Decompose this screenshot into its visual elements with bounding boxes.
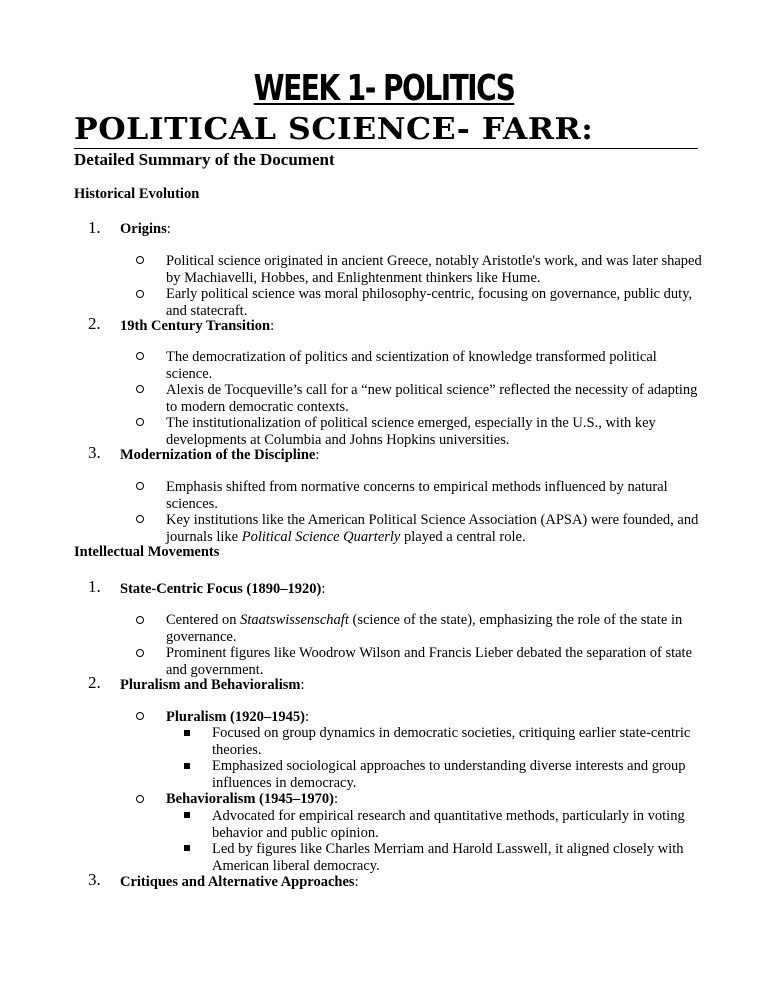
- item-title-state-centric-focus: State-Centric Focus (1890–1920):: [120, 581, 326, 597]
- bullet-text: The institutionalization of political science emerged, especially in the U.S., with key developments at Columbia and Johns Hopkins universities.: [166, 415, 656, 448]
- item-title-modernization: Modernization of the Discipline:: [120, 447, 320, 463]
- bullet-text: Key institutions like the American Political Science Association (APSA) were founded, and journals like Political Science Quarterly played a central role.: [166, 512, 699, 545]
- sub-bullet-text: Advocated for empirical research and quantitative methods, particularly in voting behavior and public opinion.: [212, 808, 685, 841]
- bullet-text: Political science originated in ancient Greece, notably Aristotle's work, and was later shaped by Machiavelli, Hobbes, and Enlightenment thinkers like Hume.: [166, 253, 702, 286]
- subgroup-label-pluralism: Pluralism (1920–1945):: [166, 709, 309, 725]
- item-title-19th-century-transition: 19th Century Transition:: [120, 318, 275, 334]
- circle-bullet-icon: [136, 290, 144, 298]
- bullet-text: Early political science was moral philosophy-centric, focusing on governance, public duty, and statecraft.: [166, 286, 693, 319]
- square-bullet-icon: [184, 812, 190, 818]
- sub-bullet-text: Led by figures like Charles Merriam and Harold Lasswell, it aligned closely with American liberal democracy.: [212, 841, 684, 874]
- week-title: WEEK 1- POLITICS: [253, 68, 515, 109]
- item-title-origins: Origins:: [120, 221, 171, 237]
- circle-bullet-icon: [136, 482, 144, 490]
- bullet-text: The democratization of politics and scientization of knowledge transformed political science.: [166, 349, 657, 382]
- square-bullet-icon: [184, 845, 190, 851]
- circle-bullet-icon: [136, 352, 144, 360]
- circle-bullet-icon: [136, 515, 144, 523]
- bullet-text: Prominent figures like Woodrow Wilson and Francis Lieber debated the separation of state and government.: [166, 645, 693, 678]
- section-heading-intellectual-movements: Intellectual Movements: [74, 544, 220, 560]
- course-title: POLITICAL SCIENCE- FARR:: [74, 112, 594, 147]
- bullet-text: Alexis de Tocqueville’s call for a “new political science” reflected the necessity of adapting to modern democratic contexts.: [166, 382, 698, 415]
- summary-heading: Detailed Summary of the Document: [74, 150, 335, 169]
- circle-bullet-icon: [136, 712, 144, 720]
- circle-bullet-icon: [136, 795, 144, 803]
- square-bullet-icon: [184, 763, 190, 769]
- subgroup-label-behavioralism: Behavioralism (1945–1970):: [166, 791, 338, 807]
- bullet-text: Emphasis shifted from normative concerns to empirical methods influenced by natural sciences.: [166, 479, 668, 512]
- item-number: 3.: [88, 443, 101, 462]
- item-number: 3.: [88, 870, 101, 889]
- section-heading-historical-evolution: Historical Evolution: [74, 186, 200, 202]
- item-number: 2.: [88, 673, 101, 692]
- circle-bullet-icon: [136, 256, 144, 264]
- item-title-pluralism-behavioralism: Pluralism and Behavioralism:: [120, 677, 305, 693]
- bullet-text: Centered on Staatswissenschaft (science of the state), emphasizing the role of the state in governance.: [166, 612, 683, 645]
- sub-bullet-text: Focused on group dynamics in democratic societies, critiquing earlier state-centric theories.: [212, 725, 691, 758]
- square-bullet-icon: [184, 730, 190, 736]
- circle-bullet-icon: [136, 649, 144, 657]
- item-number: 1.: [88, 218, 101, 237]
- circle-bullet-icon: [136, 385, 144, 393]
- sub-bullet-text: Emphasized sociological approaches to understanding diverse interests and group influences in democracy.: [212, 758, 686, 791]
- item-title-critiques: Critiques and Alternative Approaches:: [120, 874, 359, 890]
- circle-bullet-icon: [136, 616, 144, 624]
- circle-bullet-icon: [136, 418, 144, 426]
- item-number: 2.: [88, 314, 101, 333]
- item-number: 1.: [88, 577, 101, 596]
- title-rule: [74, 148, 698, 149]
